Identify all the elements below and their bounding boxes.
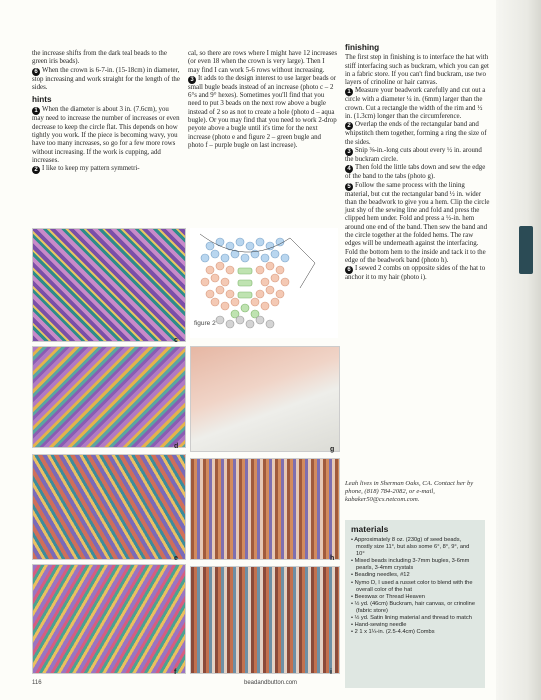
author-bio: Leah lives in Sherman Oaks, CA. Contact her by phone, (818) 784-2082, or e-mail, kabaker50@cs.netcom.com.	[345, 480, 474, 503]
page-edge-tab	[519, 226, 533, 274]
photo-label-e: e	[174, 555, 178, 562]
column-2	[188, 50, 338, 150]
finish-step-2: Overlap the ends of the rectangular band and whipstitch them together, forming a ring the size of the sides.	[345, 121, 487, 146]
finishing-heading: finishing	[345, 43, 380, 52]
page-number: 116	[32, 680, 42, 686]
finish-step-4: Then fold the little tabs down and sew the edge of the band to the tabs (photo g).	[345, 164, 486, 181]
site-footer: beadandbutton.com	[244, 680, 298, 686]
materials-box	[345, 520, 485, 688]
finish-step-3: Snip ⅜-in.-long cuts about every ½ in. around the buckram circle.	[345, 146, 482, 163]
figure-2-diagram	[190, 228, 338, 338]
materials-item: • Hand-sewing needle	[351, 622, 407, 629]
materials-item: • ½ yd. (46cm) Buckram, hair canvas, or crinoline (fabric store)	[351, 600, 476, 614]
hint-1-text: When the diameter is about 3 in. (7.6cm), you may need to increase the number of increases or even decrease to keep the circle flat. This depends on how tightly you work. If the piece is becoming wavy, you have too many increases, so go for a few more rows without increasing. If the work is cupping, add increases.	[32, 106, 180, 164]
hint-3-text: It adds to the design interest to use larger beads or small bugle beads instead of an increase (photo c – 2 6°s and 9° hexes). Sometimes you'll find that you need to put 3 beads on the next row above a bugle instead of 2 so as not to create a hole (photo d – aqua bugle). Or you may find that you need to work 2-drop peyote above a bugle until it's time for the next increase (photo e and figure 2 – green bugle and photo f – purple bugle on last increase).	[188, 74, 337, 149]
materials-item: • Nymo D, I used a russet color to blend with the overall color of the hat	[351, 579, 473, 593]
photo-label-h: h	[330, 555, 335, 562]
col2-text1: cal, so there are rows where I might have 12 increases (or even 18 when the crown is very large). Then I may find I can work 5-6 rows without increasing.	[188, 50, 338, 74]
hint-1-marker: 1	[32, 107, 40, 115]
finishing-intro: The first step in finishing is to interface the hat with stiff interfacing such as buckram, which you can get in a fabric store. If you can't find buckram, use two layers of crinoline or hair canvas.	[345, 54, 489, 87]
column-1	[32, 50, 182, 174]
finish-step-1: Measure your beadwork carefully and cut out a circle with a diameter ¼ in. (6mm) larger than the crown. Cut a rectangle the width of the rim and ½ in. (1.3cm) longer than the circumference.	[345, 87, 486, 121]
finish-step-1-marker: 1	[345, 88, 353, 96]
step-6-marker: 6	[32, 68, 40, 76]
photo-label-c: c	[174, 337, 178, 344]
finish-step-2-marker: 2	[345, 122, 353, 130]
finish-step-5-marker: 5	[345, 183, 353, 191]
photo-d	[32, 346, 186, 448]
photo-label-g: g	[330, 446, 335, 453]
photo-h	[190, 458, 340, 560]
photo-g	[190, 346, 340, 452]
hint-2-marker: 2	[32, 166, 40, 174]
photo-label-d: d	[174, 443, 179, 450]
finish-step-6: I sewed 2 combs on opposite sides of the hat to anchor it to my hair (photo i).	[345, 265, 486, 282]
hint-3-marker: 3	[188, 76, 196, 84]
photo-label-f: f	[174, 669, 177, 676]
finish-step-3-marker: 3	[345, 148, 353, 156]
finish-step-6-marker: 6	[345, 266, 353, 274]
photo-label-i: i	[330, 669, 332, 676]
hint-2-text: I like to keep my pattern symmetri-	[42, 165, 140, 173]
column-3	[345, 44, 490, 283]
photo-f	[32, 564, 186, 674]
col1-intro: the increase shifts from the dark teal beads to the green iris beads).	[32, 50, 167, 66]
figure-2-caption: figure 2	[194, 320, 216, 327]
materials-list	[345, 537, 485, 636]
finish-step-5: Follow the same process with the lining material, but cut the rectangular band ½ in. wider than the beadwork to give you a hem. Clip the circle just shy of the sewing line and fold and press the clipped hem under. Fold and press a ½-in. hem around one end of the band. Then sew the band and the circle together at the folded hems. The raw edges will be underneath against the interfacing. Fold the bottom hem to the inside and tack it to the edge of the beadwork band (photo h).	[345, 181, 490, 264]
materials-item: • Beeswax or Thread Heaven	[351, 593, 425, 600]
materials-item: • Beading needles, #12	[351, 572, 410, 579]
hints-heading: hints	[32, 95, 52, 105]
materials-item: • Approximately 8 oz. (230g) of seed beads, mostly size 11°, but also some 6°, 8°, 9°, and 10°	[351, 537, 470, 558]
materials-item: • 2 1 x 1¼-in. (2.5-4.4cm) Combs	[351, 629, 435, 636]
page-spine-shadow	[496, 0, 541, 700]
photo-c	[32, 228, 186, 342]
materials-item: • Mixed beads including 3-7mm bugles, 3-6mm pearls, 3-4mm crystals	[351, 558, 470, 572]
photo-i	[190, 566, 340, 674]
finish-step-4-marker: 4	[345, 165, 353, 173]
col1-step6: When the crown is 6-7-in. (15-18cm) in diameter, stop increasing and work straight for the length of the sides.	[32, 66, 180, 91]
photo-e	[32, 454, 186, 560]
materials-item: • ½ yd. Satin lining material and thread to match	[351, 615, 472, 622]
materials-heading: materials	[351, 524, 389, 534]
